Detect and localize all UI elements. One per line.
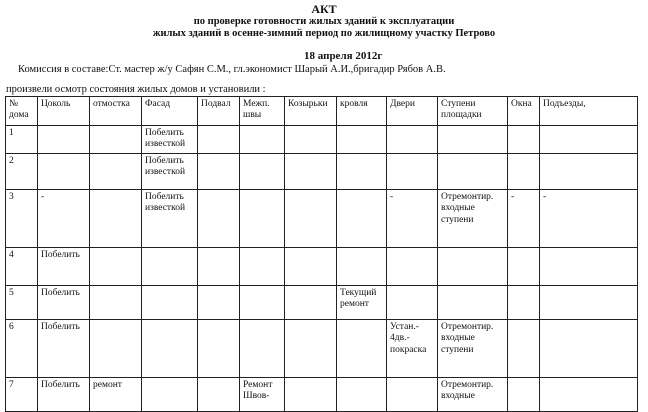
cell-okna (508, 319, 540, 377)
cell-podezdy (540, 126, 638, 154)
cell-house-number: 1 (6, 126, 38, 154)
cell-fasad (142, 247, 198, 285)
cell-otmostka (90, 285, 142, 319)
table-row (6, 153, 638, 189)
cell-podval (198, 126, 240, 154)
cell-okna (508, 126, 540, 154)
cell-kozyrki (285, 189, 337, 247)
cell-tsokol: Побелить (38, 319, 90, 377)
cell-okna (508, 247, 540, 285)
cell-kozyrki (285, 377, 337, 411)
header-kozyrki: Козырьки (285, 97, 337, 126)
header-tsokol: Цоколь (38, 97, 90, 126)
cell-house-number: 6 (6, 319, 38, 377)
cell-podezdy (540, 247, 638, 285)
cell-stupeni (438, 153, 508, 189)
table-row (6, 189, 638, 247)
cell-kozyrki (285, 247, 337, 285)
cell-kozyrki (285, 126, 337, 154)
cell-podezdy (540, 285, 638, 319)
cell-podval (198, 189, 240, 247)
header-krovlya: кровля (337, 97, 387, 126)
table-row (6, 126, 638, 154)
cell-otmostka (90, 319, 142, 377)
cell-fasad (142, 319, 198, 377)
cell-podezdy (540, 153, 638, 189)
cell-fasad: Побелить известкой (142, 126, 198, 154)
header-podezdy: Подъезды, (540, 97, 638, 126)
cell-kozyrki (285, 319, 337, 377)
header-otmostka: отмостка (90, 97, 142, 126)
cell-tsokol (38, 153, 90, 189)
cell-podezdy (540, 319, 638, 377)
header-stupeni: Ступени площадки (438, 97, 508, 126)
cell-mezhp-shvy: Ремонт Швов- (240, 377, 285, 411)
cell-podval (198, 153, 240, 189)
cell-kozyrki (285, 285, 337, 319)
cell-mezhp-shvy (240, 126, 285, 154)
cell-stupeni (438, 247, 508, 285)
cell-dveri: Устан.- 4дв.- покраска (387, 319, 438, 377)
header-podval: Подвал (198, 97, 240, 126)
cell-tsokol: Побелить (38, 247, 90, 285)
cell-tsokol: Побелить (38, 285, 90, 319)
cell-stupeni: Отремонтир. входные ступени (438, 189, 508, 247)
inspection-table (5, 96, 638, 412)
header-mezhp-shvy: Межп. швы (240, 97, 285, 126)
cell-otmostka (90, 126, 142, 154)
cell-stupeni: Отремонтир. входные ступени (438, 319, 508, 377)
document-title: АКТ (311, 2, 337, 16)
cell-stupeni (438, 285, 508, 319)
cell-mezhp-shvy (240, 153, 285, 189)
header-fasad: Фасад (142, 97, 198, 126)
table-header-row (6, 97, 638, 126)
cell-fasad (142, 377, 198, 411)
cell-okna (508, 377, 540, 411)
table-row (6, 319, 638, 377)
intro-line: произвели осмотр состояния жилых домов и установили : (6, 84, 266, 95)
cell-otmostka (90, 247, 142, 285)
cell-stupeni (438, 126, 508, 154)
cell-krovlya (337, 153, 387, 189)
cell-dveri (387, 247, 438, 285)
cell-fasad (142, 285, 198, 319)
cell-otmostka: ремонт (90, 377, 142, 411)
cell-dveri: - (387, 189, 438, 247)
table-row (6, 247, 638, 285)
cell-krovlya (337, 126, 387, 154)
cell-otmostka (90, 189, 142, 247)
cell-krovlya (337, 247, 387, 285)
cell-mezhp-shvy (240, 189, 285, 247)
cell-otmostka (90, 153, 142, 189)
cell-house-number: 7 (6, 377, 38, 411)
commission-line: Комиссия в составе:Ст. мастер ж/у Сафян С.М., гл.экономист Шарый А.И.,бригадир Рябов А.В. (18, 64, 446, 75)
table-row (6, 377, 638, 411)
cell-house-number: 3 (6, 189, 38, 247)
cell-tsokol (38, 126, 90, 154)
cell-dveri (387, 377, 438, 411)
cell-tsokol: Побелить (38, 377, 90, 411)
cell-mezhp-shvy (240, 247, 285, 285)
cell-krovlya (337, 377, 387, 411)
header-house-number: № дома (6, 97, 38, 126)
cell-podval (198, 247, 240, 285)
header-dveri: Двери (387, 97, 438, 126)
cell-house-number: 4 (6, 247, 38, 285)
cell-tsokol: - (38, 189, 90, 247)
cell-okna (508, 153, 540, 189)
header-okna: Окна (508, 97, 540, 126)
cell-mezhp-shvy (240, 285, 285, 319)
cell-krovlya (337, 189, 387, 247)
cell-house-number: 5 (6, 285, 38, 319)
cell-mezhp-shvy (240, 319, 285, 377)
cell-podezdy: - (540, 189, 638, 247)
document-subtitle-2: жилых зданий в осенне-зимний период по жилищному участку Петрово (152, 28, 496, 39)
cell-fasad: Побелить известкой (142, 189, 198, 247)
cell-podezdy (540, 377, 638, 411)
table-row (6, 285, 638, 319)
document-date: 18 апреля 2012г (304, 50, 383, 62)
cell-okna: - (508, 189, 540, 247)
cell-okna (508, 285, 540, 319)
cell-stupeni: Отремонтир. входные (438, 377, 508, 411)
cell-podval (198, 319, 240, 377)
cell-dveri (387, 126, 438, 154)
cell-dveri (387, 285, 438, 319)
cell-house-number: 2 (6, 153, 38, 189)
cell-krovlya (337, 319, 387, 377)
cell-podval (198, 377, 240, 411)
cell-fasad: Побелить известкой (142, 153, 198, 189)
cell-kozyrki (285, 153, 337, 189)
document-subtitle-1: по проверке готовности жилых зданий к эксплуатации (193, 16, 455, 27)
cell-dveri (387, 153, 438, 189)
cell-podval (198, 285, 240, 319)
cell-krovlya: Текущий ремонт (337, 285, 387, 319)
